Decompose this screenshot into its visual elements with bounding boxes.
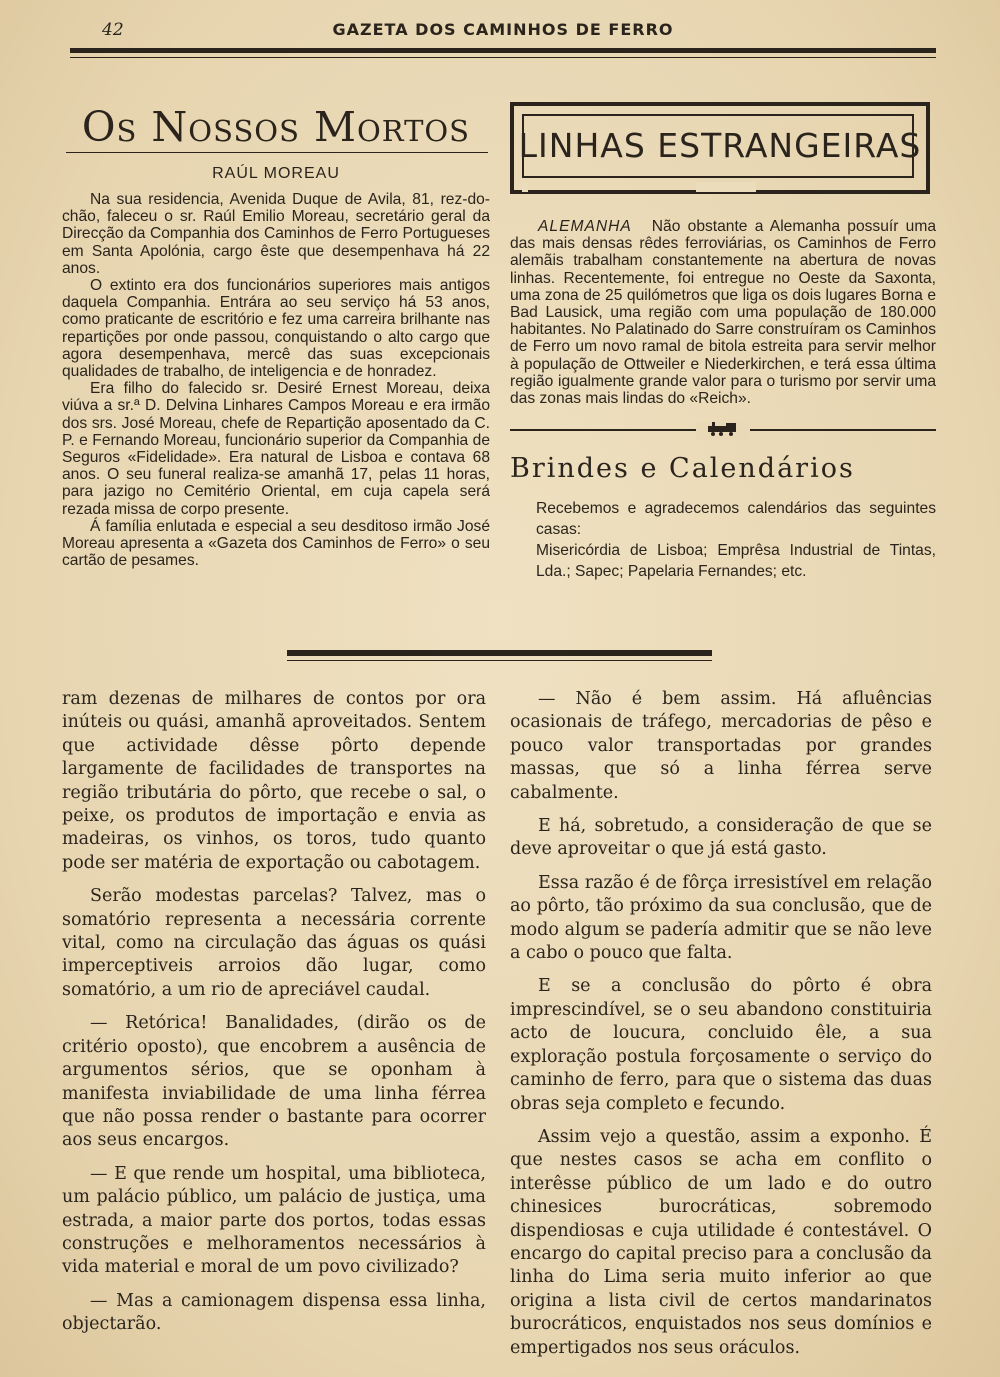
- article-column-right: [510, 688, 932, 1370]
- page-header: [70, 16, 936, 46]
- gifts-list: Misericórdia de Lisboa; Emprêsa Industrial de Tintas, Lda.; Sapec; Papelaria Fernandes; etc.: [536, 542, 936, 581]
- article-paragraph: — Não é bem assim. Há afluências ocasionais de tráfego, mercadorias de pêso e pouco valor transportadas por grandes massas, que só a linha férrea serve cabalmente.: [510, 689, 932, 803]
- section-banner: [510, 102, 930, 194]
- obituary-paragraph: Na sua residencia, Avenida Duque de Avila, 81, rez-do-chão, faleceu o sr. Raúl Emilio Moreau, secretário geral da Direcção da Companhia dos Caminhos de Ferro Portugueses em Santa Apolónia, cargo êste que desempenhava há 22 anos.: [62, 191, 490, 277]
- banner-frame-gap: [522, 182, 528, 192]
- section-separator: [287, 650, 712, 656]
- banner-frame-gap: [696, 182, 756, 192]
- article-paragraph: — Mas a camionagem dispensa essa linha, objectarão.: [62, 1290, 486, 1335]
- gifts-title: Brindes e Calendários: [510, 453, 855, 485]
- obituary-title-rule: [66, 152, 488, 153]
- obituary-author: RAÚL MOREAU: [212, 165, 340, 182]
- article-paragraph: E se a conclusão do pôrto é obra imprescindível, se o seu abandono constituiria acto de loucura, concluido êle, a sua exploração postula forçosamente o serviço do caminho de ferro, para que o sistema das duas obras seja completo e fecundo.: [510, 976, 932, 1114]
- article-paragraph: E há, sobretudo, a consideração de que se deve aproveitar o que já está gasto.: [510, 816, 932, 860]
- article-paragraph: — E que rende um hospital, uma biblioteca, um palácio público, um palácio de justiça, uma estrada, a maior parte dos portos, todas essas construções e melhoramentos necessários à vida material e moral de um povo civilizado?: [62, 1163, 486, 1278]
- foreign-lines-section: [510, 102, 936, 582]
- train-icon: [696, 422, 750, 440]
- header-rule-thin: [70, 57, 936, 58]
- obituary-title: Os Nossos Mortos: [81, 103, 471, 151]
- journal-title: GAZETA DOS CAMINHOS DE FERRO: [332, 20, 674, 39]
- foreign-news-text: Não obstante a Alemanha possuír uma das mais densas rêdes ferroviárias, os Caminhos de Ferro alemãis trabalham constantemente na abertura de novas linhas. Recentemente, foi entregue no Oeste da Saxonta, uma zona de 25 quilómetros que liga os dois lugares Borna e Bad Lausick, uma região com uma população de 180.000 habitantes. No Palatinado do Sarre construíram os Caminhos de Ferro um novo ramal de bitola estreita para servir melhor à população de Ottweiler e Niederkirchen, e terá essa última região igualmente grande valor para o turismo por servir uma das zonas mais lindas do «Reich».: [510, 218, 936, 408]
- obituary-section: [62, 102, 490, 569]
- article-paragraph: Essa razão é de fôrça irresistível em relação ao pôrto, tão próximo da sua conclusão, que de modo algum se padería admitir que se não leve a cabo o pouco que falta.: [510, 872, 932, 964]
- obituary-paragraph: O extinto era dos funcionários superiores mais antigos daquela Companhia. Entrára ao seu serviço há 53 anos, como praticante de escritório e fez uma carreira brilhante nas repartições por onde passou, conquistando o alto cargo que agora desempenhava, mercê das suas excepcionais qualidades de trabalho, de inteligencia e de honradez.: [62, 277, 490, 381]
- foreign-news: [510, 218, 936, 407]
- article-paragraph: — Retórica! Banalidades, (dirão os de critério oposto), que encobrem a ausência de argumentos sérios, que se oponham à manifesta inviabilidade de uma linha férrea que não possa render o bastante para ocorrer aos seus encargos.: [62, 1013, 486, 1151]
- article-paragraph: Assim vejo a questão, assim a exponho. É que nestes casos se acha em conflito o interêsse público de um lado e do outro chinesices burocráticas, sobremodo dispendiosas e cuja utilidade é contestável. O encargo do capital preciso para a conclusão da linha do Lima seria muito inferior ao que origina a lista civil de certos mandarinatos burocráticos, enquistados nos seus domínios e empertigados nos seus oráculos.: [510, 1126, 932, 1358]
- country-label: ALEMANHA: [538, 218, 632, 235]
- banner-title: LINHAS ESTRANGEIRAS: [518, 126, 922, 165]
- header-rule: [70, 48, 936, 53]
- section-separator-thin: [287, 660, 712, 661]
- article-paragraph: Serão modestas parcelas? Talvez, mas o somatório representa a necessária corrente vital, como na circulação das águas os quási imperceptiveis arroios dão lugar, como somatório, a um rio de apreciável caudal.: [62, 886, 486, 1000]
- page-number: 42: [102, 20, 124, 40]
- foreign-news-paragraph: [510, 218, 936, 407]
- obituary-paragraph: Á família enlutada e especial a seu desditoso irmão José Moreau apresenta a «Gazeta dos Caminhos de Ferro» o seu cartão de pesames.: [62, 517, 490, 570]
- locomotive-ornament: [510, 421, 936, 437]
- article-paragraph: ram dezenas de milhares de contos por ora inúteis ou quási, amanhã aproveitados. Sentem que actividade dêsse pôrto depende largamente de facilidades de transportes na região tributária do pôrto, que recebe o sal, o peixe, os produtos de importação e envia as madeiras, os vinhos, os toros, tudo quanto pode ser matéria de exportação ou cabotagem.: [62, 689, 486, 873]
- gifts-intro: Recebemos e agradecemos calendários das seguintes casas:: [536, 500, 936, 539]
- obituary-paragraph: Era filho do falecido sr. Desiré Ernest Moreau, deixa viúva a sr.ª D. Delvina Linhares Campos Moreau e era irmão dos srs. José Moreau, chefe de Repartição aposentado da C. P. e Fernando Moreau, funcionário superior da Companhia de Seguros «Fidelidade». Era natural de Lisboa e contava 68 anos. O seu funeral realiza-se amanhã 17, pelas 11 horas, para jazigo no Cemitério Oriental, em cuja capela será rezada missa de corpo presente.: [62, 380, 490, 518]
- article-column-left: [62, 688, 486, 1347]
